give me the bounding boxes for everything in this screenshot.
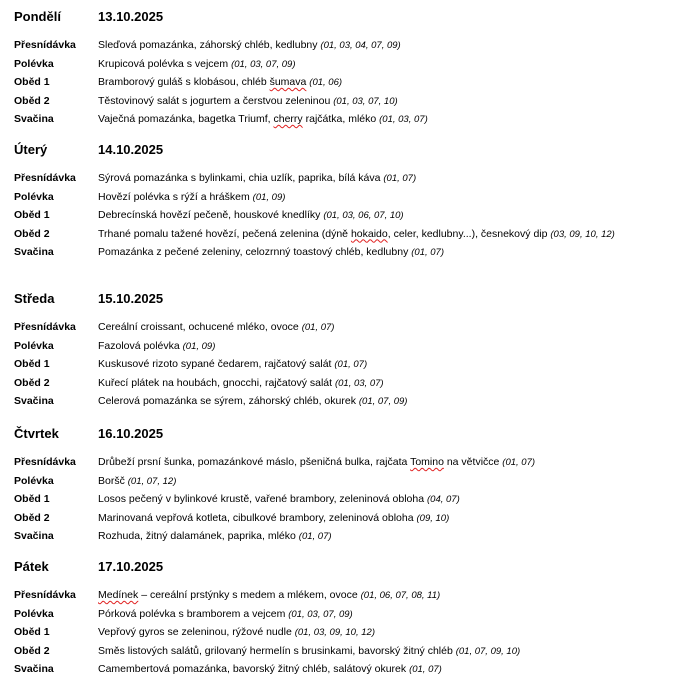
day-header: [14, 290, 669, 308]
meal-category: Přesnídávka: [14, 589, 76, 601]
meal-row: [14, 377, 669, 396]
meal-category: Svačina: [14, 663, 54, 675]
day-date: 14.10.2025: [98, 142, 164, 157]
meal-row: [14, 456, 669, 475]
meal-description: [98, 645, 669, 664]
allergen-codes: (01, 03, 04, 07, 09): [320, 40, 401, 51]
meal-description: [98, 39, 669, 58]
day-name: Pátek: [14, 559, 49, 574]
day-header: [14, 558, 669, 576]
allergen-codes: (04, 07): [427, 494, 460, 505]
allergen-codes: (01, 07): [334, 359, 368, 370]
day-date: 17.10.2025: [98, 559, 164, 574]
meal-description: [98, 395, 669, 414]
day-block: [14, 558, 669, 682]
meal-category: Polévka: [14, 57, 54, 70]
meal-text: – cereální prstýnky s medem a mlékem, ovoce: [138, 589, 358, 601]
allergen-codes: (01, 07): [409, 664, 442, 675]
day-date: 13.10.2025: [98, 9, 164, 24]
meal-row: [14, 58, 669, 77]
meal-category: Oběd 2: [14, 227, 50, 240]
day-header: [14, 425, 669, 443]
meal-category: Přesnídávka: [14, 39, 76, 51]
meal-text: Rozhuda, žitný dalamánek, paprika, mléko: [98, 530, 296, 542]
allergen-codes: (01, 09): [252, 191, 286, 203]
meal-category: Polévka: [14, 474, 54, 487]
meal-row: [14, 39, 669, 58]
allergen-codes: (01, 07, 09, 10): [455, 645, 521, 657]
day-header: [14, 141, 669, 159]
allergen-codes: (01, 03, 07): [334, 377, 384, 389]
meal-text: na větvičce: [443, 456, 500, 468]
meal-row: [14, 512, 669, 531]
day-block: [14, 8, 669, 132]
meal-text: rajčátka, mléko: [302, 113, 377, 125]
meal-description: [98, 493, 669, 512]
allergen-codes: (01, 03, 06, 07, 10): [323, 210, 404, 221]
meal-text: Camembertová pomazánka, bavorský žitný chléb, salátový okurek: [98, 663, 407, 675]
allergen-codes: (01, 06, 07, 08, 11): [360, 590, 441, 601]
meal-list: [14, 39, 669, 132]
meal-category: Oběd 1: [14, 358, 50, 370]
meal-description: [98, 340, 669, 359]
meal-text: Trhané pomalu tažené hovězí, pečená zelenina (dýně: [98, 227, 351, 240]
meal-description: [98, 475, 669, 494]
allergen-codes: (01, 03, 07): [379, 114, 428, 125]
meal-description: [98, 456, 669, 475]
meal-text: Pomazánka z pečené zeleniny, celozrnný toastový chléb, kedlubny: [98, 246, 409, 258]
meal-description: [98, 589, 669, 608]
meal-row: [14, 645, 669, 664]
meal-description: [98, 209, 669, 228]
allergen-codes: (01, 07): [298, 531, 332, 542]
meal-category: Svačina: [14, 246, 54, 258]
allergen-codes: (01, 07): [383, 173, 417, 184]
meal-row: [14, 493, 669, 512]
allergen-codes: (01, 07): [502, 457, 536, 468]
day-date: 16.10.2025: [98, 426, 164, 441]
meal-category: Přesnídávka: [14, 172, 76, 184]
day-name: Čtvrtek: [14, 426, 59, 441]
meal-row: [14, 191, 669, 210]
meal-category: Svačina: [14, 395, 54, 407]
meal-row: [14, 246, 669, 265]
allergen-codes: (01, 06): [309, 77, 343, 88]
meal-row: [14, 340, 669, 359]
meal-category: Oběd 1: [14, 493, 50, 505]
meal-category: Svačina: [14, 530, 54, 542]
day-header: [14, 8, 669, 26]
allergen-codes: (01, 03, 07, 09): [288, 608, 353, 620]
meal-row: [14, 113, 669, 132]
meal-row: [14, 589, 669, 608]
meal-category: Oběd 2: [14, 376, 50, 389]
meal-row: [14, 530, 669, 549]
meal-description: [98, 358, 669, 377]
meal-row: [14, 475, 669, 494]
meal-text: Cereální croissant, ochucené mléko, ovoce: [98, 321, 299, 333]
meal-text: Směs listových salátů, grilovaný hermelín s brusinkami, bavorský žitný chléb: [98, 644, 453, 657]
allergen-codes: (01, 07, 12): [127, 475, 177, 487]
meal-category: Svačina: [14, 113, 54, 125]
meal-text: Fazolová polévka: [98, 339, 180, 352]
day-block: [14, 425, 669, 549]
day-name: Středa: [14, 291, 55, 306]
meal-text: Krupicová polévka s vejcem: [98, 57, 229, 70]
day-name: Pondělí: [14, 9, 61, 24]
meal-text: Kuřecí plátek na houbách, gnocchi, rajčatový salát: [98, 376, 333, 389]
meal-text: Sleďová pomazánka, záhorský chléb, kedlubny: [98, 39, 318, 51]
meal-description: [98, 228, 669, 247]
misspelled-word: Tomino: [410, 456, 444, 468]
meal-description: [98, 113, 669, 132]
meal-description: [98, 321, 669, 340]
meal-category: Polévka: [14, 339, 54, 352]
meal-description: [98, 246, 669, 265]
meal-row: [14, 395, 669, 414]
meal-description: [98, 530, 669, 549]
meal-category: Oběd 1: [14, 209, 50, 221]
meal-text: Kuskusové rizoto sypané čedarem, rajčatový salát: [98, 358, 332, 370]
allergen-codes: (09, 10): [416, 512, 450, 524]
allergen-codes: (01, 07): [301, 322, 335, 333]
meal-row: [14, 608, 669, 627]
meal-description: [98, 608, 669, 627]
meal-description: [98, 377, 669, 396]
meal-text: Těstovinový salát s jogurtem a čerstvou zeleninou: [98, 94, 331, 107]
meal-category: Oběd 1: [14, 76, 50, 88]
misspelled-word: šumava: [269, 76, 307, 88]
allergen-codes: (03, 09, 10, 12): [550, 228, 615, 240]
meal-row: [14, 76, 669, 95]
meal-list: [14, 456, 669, 549]
meal-row: [14, 209, 669, 228]
meal-text: Hovězí polévka s rýží a hráškem: [98, 190, 250, 203]
meal-category: Polévka: [14, 190, 54, 203]
meal-category: Oběd 2: [14, 644, 50, 657]
allergen-codes: (01, 07): [411, 247, 444, 258]
day-date: 15.10.2025: [98, 291, 164, 306]
meal-row: [14, 228, 669, 247]
meal-description: [98, 191, 669, 210]
misspelled-word: Medínek: [98, 589, 139, 601]
meal-category: Polévka: [14, 607, 54, 620]
meal-description: [98, 663, 669, 682]
meal-description: [98, 626, 669, 645]
meal-text: Bramborový guláš s klobásou, chléb: [98, 76, 270, 88]
meal-description: [98, 95, 669, 114]
meal-row: [14, 321, 669, 340]
day-name: Úterý: [14, 142, 48, 157]
allergen-codes: (01, 03, 09, 10, 12): [294, 627, 375, 638]
meal-text: Boršč: [98, 474, 125, 487]
allergen-codes: (01, 07, 09): [358, 396, 408, 407]
meal-description: [98, 172, 669, 191]
allergen-codes: (01, 03, 07, 10): [333, 95, 398, 107]
meal-category: Oběd 2: [14, 511, 50, 524]
meal-row: [14, 626, 669, 645]
meal-description: [98, 512, 669, 531]
meal-text: Marinovaná vepřová kotleta, cibulkové brambory, zeleninová obloha: [98, 511, 414, 524]
meal-text: Vaječná pomazánka, bagetka Triumf,: [98, 113, 274, 125]
allergen-codes: (01, 03, 07, 09): [231, 58, 296, 70]
allergen-codes: (01, 09): [182, 340, 216, 352]
meal-text: Vepřový gyros se zeleninou, rýžové nudle: [98, 626, 292, 638]
meal-row: [14, 95, 669, 114]
meal-category: Oběd 1: [14, 626, 50, 638]
meal-description: [98, 76, 669, 95]
meal-row: [14, 172, 669, 191]
meal-list: [14, 589, 669, 682]
day-block: [14, 141, 669, 265]
misspelled-word: hokaido: [350, 227, 388, 240]
meal-row: [14, 663, 669, 682]
meal-text: , celer, kedlubny...), česnekový dip: [387, 227, 548, 240]
meal-text: Celerová pomazánka se sýrem, záhorský chléb, okurek: [98, 395, 356, 407]
meal-list: [14, 172, 669, 265]
meal-category: Oběd 2: [14, 94, 50, 107]
meal-text: Pórková polévka s bramborem a vejcem: [98, 607, 286, 620]
meal-text: Sýrová pomazánka s bylinkami, chia uzlík, paprika, bílá káva: [98, 172, 381, 184]
meal-text: Debrecínská hovězí pečeně, houskové knedlíky: [98, 209, 321, 221]
misspelled-word: cherry: [273, 113, 303, 125]
meal-category: Přesnídávka: [14, 321, 76, 333]
meal-list: [14, 321, 669, 414]
day-block: [14, 290, 669, 414]
meal-description: [98, 58, 669, 77]
meal-category: Přesnídávka: [14, 456, 76, 468]
meal-text: Losos pečený v bylinkové krustě, vařené brambory, zeleninová obloha: [98, 493, 425, 505]
meal-row: [14, 358, 669, 377]
meal-text: Drůbeží prsní šunka, pomazánkové máslo, pšeničná bulka, rajčata: [98, 456, 411, 468]
